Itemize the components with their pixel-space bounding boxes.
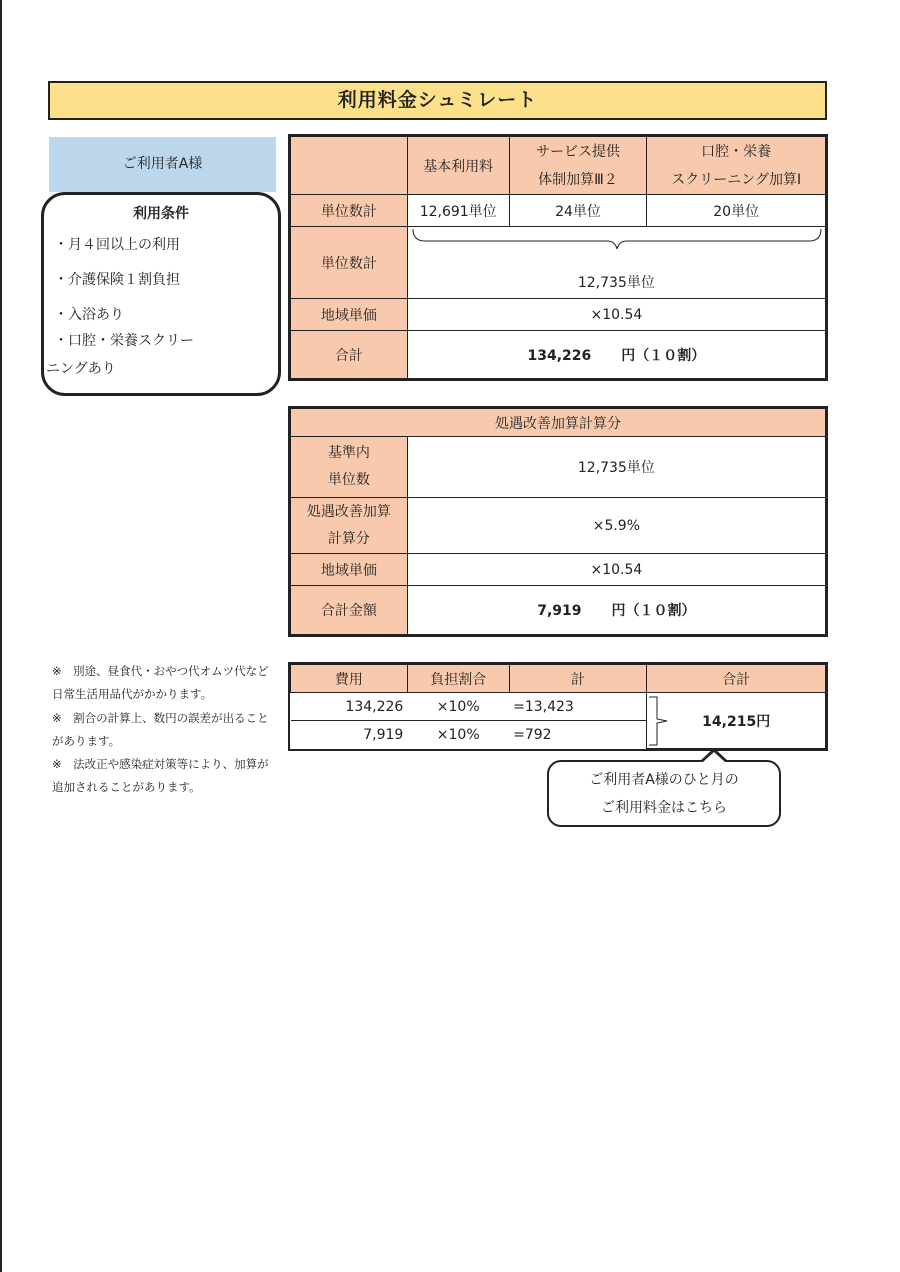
condition-item: ・介護保険１割負担 — [54, 272, 180, 288]
condition-item: ・口腔・栄養スクリー — [54, 333, 194, 349]
treatment-table — [290, 408, 826, 635]
fee-table — [290, 136, 826, 379]
header-total: 合計 — [647, 665, 826, 693]
header-calc: 計 — [509, 665, 647, 693]
total-units-cell — [407, 227, 825, 299]
row-total-units-label: 単位数計 — [291, 227, 408, 299]
row-region-label: 地域単価 — [291, 299, 408, 331]
note-item: ※ 別途、昼食代・おやつ代オムツ代など日常生活用品代がかかります。 — [52, 664, 269, 702]
bubble-tip-inner — [703, 752, 725, 762]
header-oral-line2: スクリーニング加算Ⅰ — [671, 171, 802, 188]
region-price: ×10.54 — [407, 299, 825, 331]
conditions-heading: 利用条件 — [133, 206, 189, 222]
calc-value: =792 — [509, 721, 647, 749]
sum-cell — [407, 331, 825, 379]
treatment-header: 処遇改善加算計算分 — [291, 409, 826, 437]
base-units-value: 12,735単位 — [407, 437, 825, 498]
units-service: 24単位 — [509, 195, 647, 227]
treatment-total-cell — [407, 586, 825, 635]
notes — [52, 660, 274, 800]
note-item: ※ 割合の計算上、数円の誤差が出ることがあります。 — [52, 710, 269, 748]
region-price-label: 地域単価 — [291, 554, 408, 586]
row-units-label: 単位数計 — [291, 195, 408, 227]
treatment-rate-label-line2: 計算分 — [327, 530, 370, 547]
condition-item: ・月４回以上の利用 — [54, 237, 180, 253]
treatment-rate-value: ×5.9% — [407, 498, 825, 554]
total-units-value: 12,735単位 — [577, 275, 655, 291]
header-oral-line1: 口腔・栄養 — [701, 143, 772, 160]
burden-table — [290, 664, 826, 749]
cost-value: 7,919 — [291, 721, 408, 749]
condition-item: ・入浴あり — [54, 307, 124, 323]
page-title: 利用料金シュミレート — [48, 81, 827, 120]
grand-total-cell — [647, 693, 826, 749]
treatment-rate-label-line1: 処遇改善加算 — [306, 503, 391, 520]
sum-amount: 134,226 — [527, 347, 592, 364]
treatment-total-label: 合計金額 — [291, 586, 408, 635]
region-price-value: ×10.54 — [407, 554, 825, 586]
header-ratio: 負担割合 — [407, 665, 509, 693]
header-basic: 基本利用料 — [407, 137, 509, 195]
bracket-icon — [647, 695, 673, 747]
header-service-line1: サービス提供 — [535, 143, 620, 160]
note-item: ※ 法改正や感染症対策等により、加算が追加されることがあります。 — [52, 757, 269, 795]
header-service — [509, 137, 647, 195]
calc-value: =13,423 — [509, 693, 647, 721]
fee-table-corner — [291, 137, 408, 195]
treatment-total-amount: 7,919 — [537, 603, 582, 619]
base-units-label-line2: 単位数 — [327, 472, 370, 488]
brace-icon — [411, 227, 823, 249]
conditions-box — [41, 192, 281, 396]
cost-value: 134,226 — [345, 698, 404, 715]
base-units-label — [291, 437, 408, 498]
grand-total: 14,215円 — [702, 713, 771, 730]
row-sum-label: 合計 — [291, 331, 408, 379]
callout-bubble — [547, 760, 781, 827]
header-oral — [647, 137, 826, 195]
units-oral: 20単位 — [647, 195, 826, 227]
base-units-label-line1: 基準内 — [327, 445, 370, 461]
ratio-value: ×10% — [407, 721, 509, 749]
bubble-line1: ご利用者A様のひと月の — [589, 772, 739, 788]
header-cost: 費用 — [291, 665, 408, 693]
treatment-total-unit: 円（１０割） — [611, 603, 696, 619]
condition-item: ニングあり — [46, 361, 116, 377]
user-label: ご利用者A様 — [49, 137, 276, 192]
units-basic: 12,691単位 — [407, 195, 509, 227]
treatment-rate-label — [291, 498, 408, 554]
header-service-line2: 体制加算Ⅲ２ — [538, 171, 618, 188]
sum-unit: 円（１０割） — [621, 347, 706, 364]
ratio-value: ×10% — [436, 698, 480, 715]
bubble-line2: ご利用料金はこちら — [601, 800, 727, 816]
